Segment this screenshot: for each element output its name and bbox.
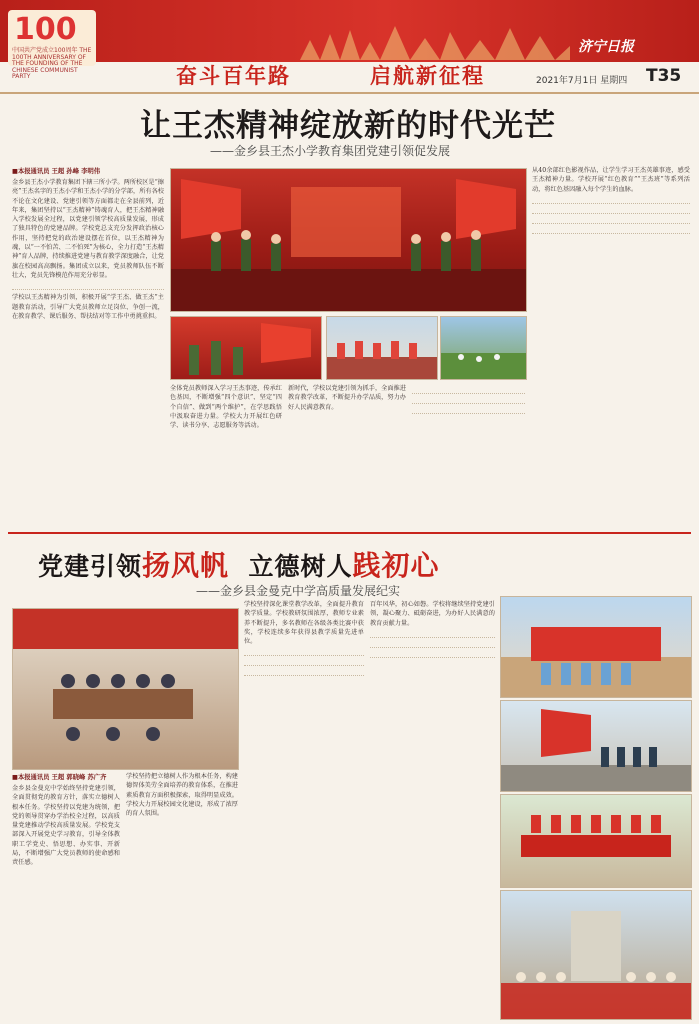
article1-column-1 [12, 166, 164, 526]
article1-byline: ■本报通讯员 王超 孙峰 李明伟 [12, 168, 101, 175]
photo-stage-performance [170, 168, 527, 312]
article1-col3-text: 全体党员教师深入学习王杰事迹，传承红色基因，不断增强“四个意识”、坚定“四个自信”、做到“两个维护”，在学思践悟中汲取奋进力量。学校大力开展红色研学、读书分享、志愿服务等活动。 [170, 385, 282, 430]
article2-headline [38, 544, 439, 584]
slogan-a: 奋斗百年路 [176, 63, 291, 88]
article1-col5-text: 新时代，学校以党建引领为抓手，全面推进教育教学改革，不断提升办学品质，努力办好人民满意教育。 [288, 385, 406, 411]
photo-student-show [326, 316, 438, 380]
article2-col2-text: 学校坚持把立德树人作为根本任务，构建德智体美劳全面培养的教育体系，在推进素质教育方面积极探索，取得明显成效。学校大力开展校园文化建设，形成了浓厚的育人氛围。 [126, 773, 238, 818]
headline-part-b: 扬风帆 [142, 549, 230, 582]
article1-col2-text: 学校以王杰精神为引领，积极开展“学王杰、做王杰”主题教育活动，引导广大党员教师立足岗位、争创一流，在教育教学、课后服务、帮扶结对等工作中勇挑重担。 [12, 294, 164, 320]
photo-school-gate [500, 596, 692, 698]
article2-column-2 [126, 772, 238, 1017]
edition-number: T35 [646, 66, 682, 86]
centenary-logo [8, 10, 96, 81]
stage-illustration [171, 169, 526, 311]
photo-sports-field [440, 316, 527, 380]
article1-col4-text: 从40余部红色影视作品，让学生学习王杰英雄事迹，感受王杰精神力量。学校开展“红色教育”“王杰班”等系列活动，将红色基因融入每个学生的血脉。 [532, 167, 690, 193]
photo-flag-ceremony [500, 700, 692, 792]
article1-subhead: ——金乡县王杰小学教育集团党建引领促发展 [210, 144, 451, 158]
article2-col3-text: 学校坚持深化课堂教学改革，全面提升教育教学质量。学校教研氛围浓厚，教师专业素养不断提升，多名教师在各级各类比赛中获奖，学校连续多年获得县教学质量先进单位。 [244, 601, 364, 646]
article2-subhead: ——金乡县金曼克中学高质量发展纪实 [196, 584, 401, 598]
section-divider [8, 532, 691, 534]
paper-name: 济宁日报 [578, 39, 634, 55]
article1-column-5 [412, 384, 525, 529]
headline-part-c: 立德树人 [248, 552, 353, 581]
article1-column-6 [532, 166, 690, 528]
photo-statue-group [500, 890, 692, 1020]
article2-column-4 [370, 600, 495, 1017]
city-skyline-graphic [300, 20, 570, 60]
page-banner [0, 0, 699, 94]
article2-col4-text: 百年风华，初心如磐。学校将继续坚持党建引领，凝心聚力、砥砺奋进，为办好人民满意的教育贡献力量。 [370, 601, 495, 627]
photo-meeting-room [12, 608, 239, 770]
article2-column-1 [12, 772, 120, 1017]
slogan-b: 启航新征程 [370, 63, 485, 88]
article2-col1-text: 金乡县金曼克中学始终坚持党建引领，全面贯彻党的教育方针，落实立德树人根本任务。学校坚持以党建为统领，把党的领导贯穿办学治校全过程，以高质量党建推动学校高质量发展。学校党支部深入开展党史学习教育，引导全体教职工学党史、悟思想、办实事、开新局，不断增强广大党员教师的使命感和责任感。 [12, 785, 120, 867]
logo-caption: 中国共产党成立100周年 THE 100TH ANNIVERSARY OF THE FOUNDING OF THE CHINESE COMMUNIST PARTY [12, 47, 92, 81]
article1-column-3 [170, 384, 282, 529]
photo-flag-raising [170, 316, 322, 380]
article1-headline: 让王杰精神绽放新的时代光芒 [140, 108, 556, 144]
article2-column-3 [244, 600, 364, 1017]
article1-column-4 [288, 384, 406, 529]
headline-part-a: 党建引领 [38, 552, 143, 581]
article1-col1-text: 金乡县王杰小学教育集团下辖三所小学。两所校区是“擦亮”王杰名字的王杰小学和王杰小学的分学部，所有各校不论在文化建设、党建引领等方面都走在全县前列，近年来，集团坚持以“王杰精神”铸魂育人，把王杰精神融入学校发展全过程，以党建引领学校高质量发展，形成了独具特色的党建品牌。学校党总支充分发挥政治核心作用，坚持把党的政治建设摆在首位，以王杰精神为魂，以“一不怕苦、二不怕死”为核心，全力打造“王杰精神”育人品牌，持续推进党建与教育教学深度融合，让党旗在校园高高飘扬。集团成立以来，党员教师队伍不断壮大，党员先锋模范作用充分彰显。 [12, 179, 164, 279]
logo-number: 100 [14, 12, 77, 47]
photo-banner-team [500, 794, 692, 888]
headline-part-d: 践初心 [352, 549, 440, 582]
article2-byline: ■本报通讯员 王超 郭晓峰 苏广齐 [12, 774, 107, 781]
issue-date: 2021年7月1日 星期四 [536, 76, 628, 86]
